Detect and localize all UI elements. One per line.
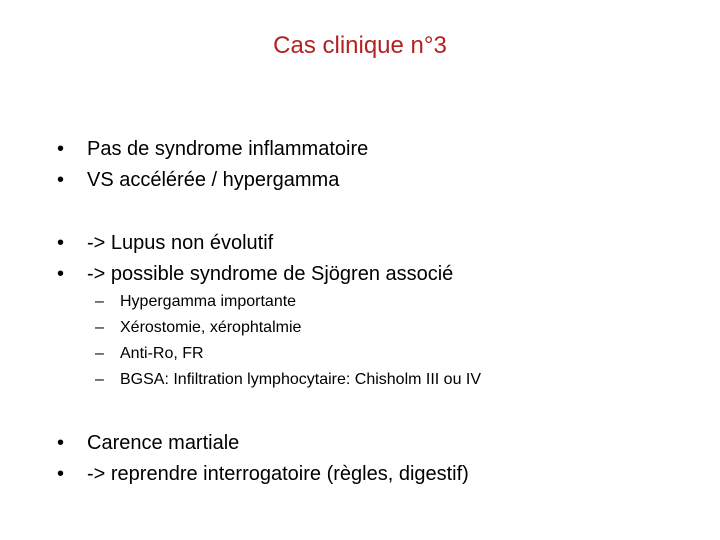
bullet-glyph: • [57, 169, 65, 191]
sub-bullet-text: BGSA: Infiltration lymphocytaire: Chisholm III ou IV [120, 371, 482, 388]
sub-bullet-item [95, 370, 481, 390]
dash-glyph: – [95, 371, 104, 388]
dash-glyph: – [95, 345, 104, 362]
sub-bullet-text: Anti-Ro, FR [120, 345, 204, 362]
bullet-glyph: • [57, 263, 65, 285]
bullet-item [57, 167, 339, 193]
sub-bullet-text: Hypergamma importante [120, 293, 297, 310]
bullet-text: VS accélérée / hypergamma [87, 169, 340, 191]
bullet-text: Carence martiale [87, 432, 240, 454]
bullet-item [57, 430, 239, 456]
sub-bullet-item [95, 344, 204, 364]
bullet-glyph: • [57, 463, 65, 485]
bullet-item [57, 136, 368, 162]
bullet-text: -> possible syndrome de Sjögren associé [87, 263, 454, 285]
bullet-glyph: • [57, 432, 65, 454]
dash-glyph: – [95, 293, 104, 310]
sub-bullet-item [95, 318, 301, 338]
bullet-item [57, 461, 469, 487]
bullet-glyph: • [57, 138, 65, 160]
sub-bullet-text: Xérostomie, xérophtalmie [120, 319, 302, 336]
bullet-item [57, 261, 453, 287]
slide-title: Cas clinique n°3 [273, 32, 447, 59]
bullet-glyph: • [57, 232, 65, 254]
bullet-text: Pas de syndrome inflammatoire [87, 138, 369, 160]
bullet-text: -> reprendre interrogatoire (règles, digestif) [87, 463, 469, 485]
bullet-item [57, 230, 273, 256]
dash-glyph: – [95, 319, 104, 336]
bullet-text: -> Lupus non évolutif [87, 232, 274, 254]
sub-bullet-item [95, 292, 296, 312]
